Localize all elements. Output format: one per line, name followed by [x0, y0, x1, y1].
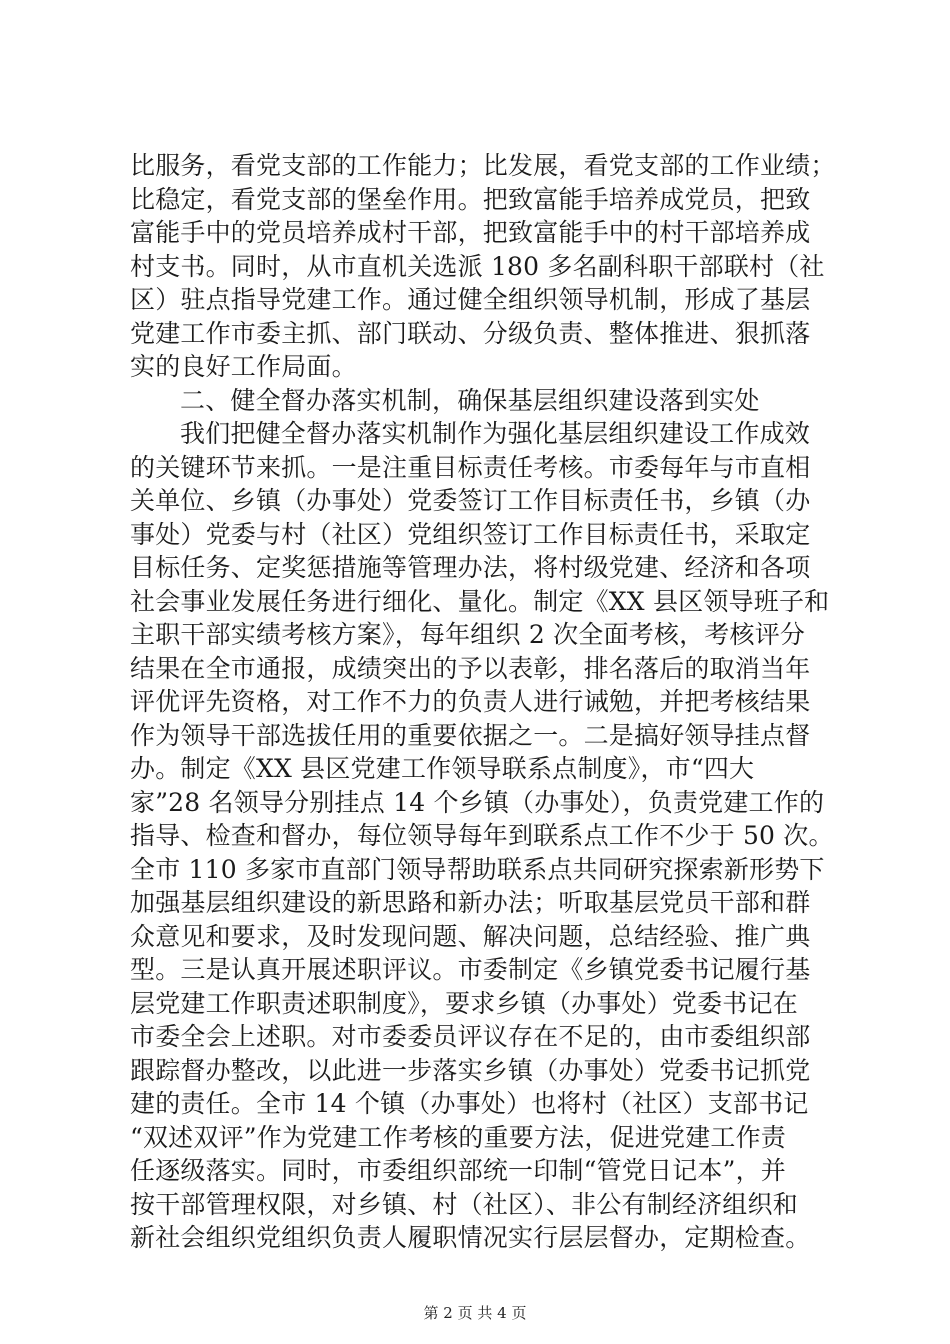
- text-line: 家”28 名领导分别挂点 14 个乡镇（办事处），负责党建工作的: [130, 787, 825, 817]
- text-line: 社会事业发展任务进行细化、量化。制定《XX 县区领导班子和: [130, 586, 830, 616]
- text-line: 跟踪督办整改，以此进一步落实乡镇（办事处）党委书记抓党: [130, 1055, 811, 1085]
- text-line: 建的责任。全市 14 个镇（办事处）也将村（社区）支部书记: [130, 1089, 809, 1118]
- text-line: 市委全会上述职。对市委委员评议存在不足的，由市委组织部: [130, 1022, 811, 1051]
- section-heading: 二、健全督办落实机制，确保基层组织建设落到实处: [180, 385, 760, 415]
- text-line: 办。制定《XX 县区党建工作领导联系点制度》，市“四大: [130, 754, 755, 783]
- text-line: 加强基层组织建设的新思路和新办法；听取基层党员干部和群: [130, 888, 811, 917]
- paragraph-first-line: 我们把健全督办落实机制作为强化基层组织建设工作成效: [180, 419, 811, 448]
- page-footer: [0, 1302, 950, 1323]
- text-line: 按干部管理权限，对乡镇、村（社区）、非公有制经济组织和: [130, 1189, 798, 1219]
- text-line: 主职干部实绩考核方案》，每年组织 2 次全面考核，考核评分: [130, 620, 806, 649]
- text-line: 目标任务、定奖惩措施等管理办法，将村级党建、经济和各项: [130, 553, 811, 582]
- page-number-label: 第 2 页 共 4 页: [423, 1304, 527, 1322]
- text-line: 结果在全市通报，成绩突出的予以表彰，排名落后的取消当年: [130, 653, 811, 683]
- text-line: 比稳定，看党支部的堡垒作用。把致富能手培养成党员，把致: [130, 184, 811, 214]
- text-line: 指导、检查和督办，每位领导每年到联系点工作不少于 50 次。: [130, 821, 834, 850]
- text-line: 评优评先资格，对工作不力的负责人进行诫勉，并把考核结果: [130, 687, 811, 716]
- text-line: 作为领导干部选拔任用的重要依据之一。二是搞好领导挂点督: [130, 720, 811, 750]
- text-line: 全市 110 多家市直部门领导帮助联系点共同研究探索新形势下: [130, 854, 825, 884]
- text-line: 党建工作市委主抓、部门联动、分级负责、整体推进、狠抓落: [130, 318, 811, 348]
- text-line: 事处）党委与村（社区）党组织签订工作目标责任书，采取定: [130, 519, 811, 549]
- text-line: 实的良好工作局面。: [130, 352, 357, 381]
- text-line: 区）驻点指导党建工作。通过健全组织领导机制，形成了基层: [130, 285, 811, 314]
- text-line: 任逐级落实。同时，市委组织部统一印制“管党日记本”，并: [130, 1156, 786, 1185]
- text-line: 比服务，看党支部的工作能力；比发展，看党支部的工作业绩；: [130, 151, 836, 180]
- text-line: 新社会组织党组织负责人履职情况实行层层督办，定期检查。: [130, 1223, 811, 1252]
- text-line: 关单位、乡镇（办事处）党委签订工作目标责任书，乡镇（办: [130, 486, 811, 515]
- text-line: 型。三是认真开展述职评议。市委制定《乡镇党委书记履行基: [130, 955, 811, 984]
- text-line: 的关键环节来抓。一是注重目标责任考核。市委每年与市直相: [130, 452, 811, 482]
- text-line: “双述双评”作为党建工作考核的重要方法，促进党建工作责: [130, 1122, 786, 1152]
- text-line: 富能手中的党员培养成村干部，把致富能手中的村干部培养成: [130, 218, 811, 247]
- document-body: [130, 149, 836, 1255]
- text-line: 层党建工作职责述职制度》，要求乡镇（办事处）党委书记在: [130, 988, 798, 1018]
- text-line: 村支书。同时，从市直机关选派 180 多名副科职干部联村（社: [130, 251, 825, 281]
- text-line: 众意见和要求，及时发现问题、解决问题，总结经验、推广典: [130, 921, 811, 951]
